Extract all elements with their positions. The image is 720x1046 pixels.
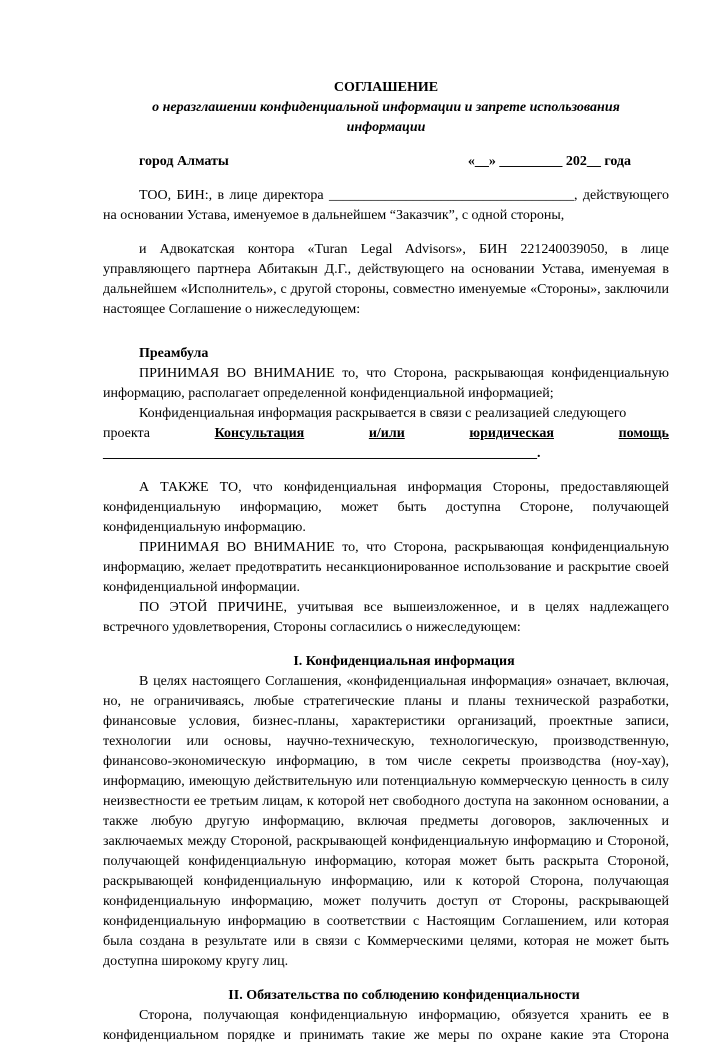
doc-title: СОГЛАШЕНИЕ [333,80,439,95]
doc-subtitle-line1: о неразглашении конфиденциальной информации и запрете использования [152,100,620,115]
preamble-p1: ПРИНИМАЯ ВО ВНИМАНИЕ то, что Сторона, раскрывающая конфиденциальную информацию, располагает определенной конфиденциальной информацией; [103,366,669,401]
date: «__» _________ 202__ года [467,154,631,169]
doc-subtitle-line2: информации [346,120,426,135]
document-page [103,78,669,1046]
project-underline: ______________________________________________________________. [103,446,541,461]
city-date-line [103,152,669,172]
project-word-1: Консультация [214,426,305,441]
section1-text: В целях настоящего Соглашения, «конфиденциальная информация» означает, включая, но, не ограничиваясь, любые стратегические планы и планы технической разработки, финансовые условия, бизнес-планы, характеристики организаций, проектные записи, технологии или основы, научно-техническую, технологическую, производственную, финансово-экономическую информацию, в том числе секреты производства (ноу-хау), информацию, имеющую действительную или потенциальную коммерческую ценность в силу неизвестности ее третьим лицам, к которой нет свободного доступа на законном основании, а также любую другую информацию, включая предметы договоров, заключенных и заключаемых между Стороной, раскрывающей конфиденциальную информацию и Стороной, получающей конфиденциальную информацию, которая может быть раскрыта Стороной, раскрывающей конфиденциальную информацию, или к которой Сторона, получающая конфиденциальную информацию, может получить доступ от Стороны, раскрывающей конфиденциальную информацию в соответствии с Настоящим Соглашением, или которая была создана в результате или в связи с Коммерческими целями, которая не может быть доступна широкому кругу лиц. [103,674,669,969]
project-word: проекта [103,426,150,441]
project-line [103,424,669,444]
section1-title: I. Конфиденциальная информация [293,654,515,669]
project-word-4: помощь [618,426,669,441]
section2-title: II. Обязательства по соблюдению конфиденциальности [228,988,580,1003]
preamble-p3: А ТАКЖЕ ТО, что конфиденциальная информация Стороны, предоставляющей конфиденциальную информацию, может быть доступна Стороне, получающей конфиденциальную информацию. [103,480,669,535]
section2-text: Сторона, получающая конфиденциальную информацию, обязуется хранить ее в конфиденциальном порядке и принимать такие же меры по охране какие эта Сторона [103,1008,669,1043]
project-word-2: и/или [368,426,405,441]
party-customer: ТОО, БИН:, в лице директора ___________________________________, действующего на основании Устава, именуемое в дальнейшем “Заказчик”, с одной стороны, [103,188,669,223]
party-executor: и Адвокатская контора «Turan Legal Advisors», БИН 221240039050, в лице управляющего партнера Абитакын Д.Г., действующего на основании Устава, именуемая в дальнейшем «Исполнитель», с другой стороны, совместно именуемые «Стороны», заключили настоящее Соглашение о нижеследующем: [103,242,669,317]
preamble-heading: Преамбула [139,346,209,361]
city: город Алматы [139,154,229,169]
preamble-p4: ПРИНИМАЯ ВО ВНИМАНИЕ то, что Сторона, раскрывающая конфиденциальную информацию, желает предотвратить несанкционированное использование и раскрытие своей конфиденциальной информации. [103,540,669,595]
preamble-p2: Конфиденциальная информация раскрывается в связи с реализацией следующего [139,406,627,421]
preamble-p5: ПО ЭТОЙ ПРИЧИНЕ, учитывая все вышеизложенное, и в целях надлежащего встречного удовлетворения, Стороны согласились о нижеследующем: [103,600,669,635]
project-word-3: юридическая [469,426,554,441]
